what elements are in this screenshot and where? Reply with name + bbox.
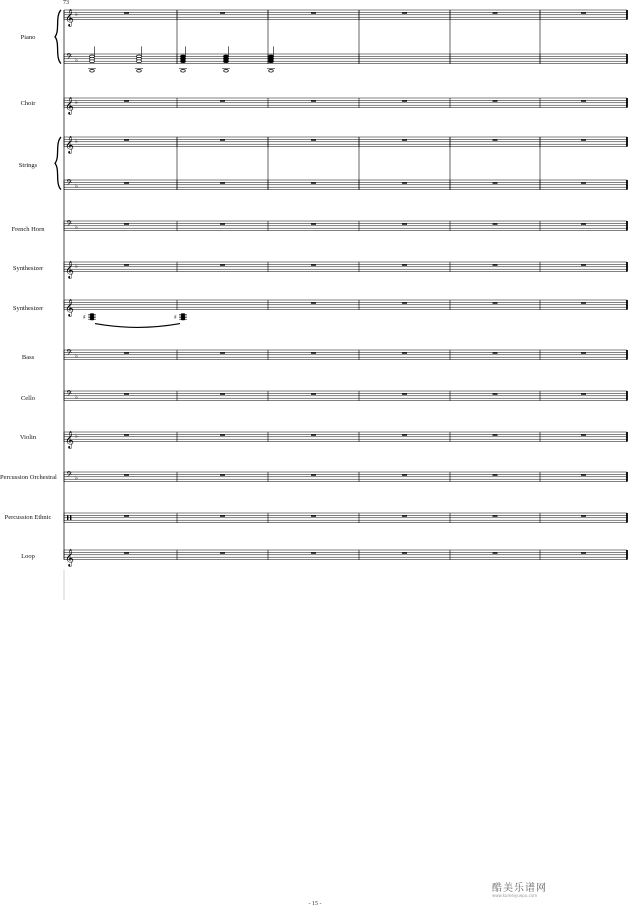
whole-rest (220, 515, 225, 516)
whole-rest (493, 100, 498, 101)
whole-rest (311, 223, 316, 224)
percussion-clef (67, 515, 68, 520)
bass-note (224, 70, 229, 73)
whole-rest (124, 139, 129, 140)
whole-rest (220, 474, 225, 475)
whole-rest (220, 393, 225, 394)
flat-sign: ♭ (75, 98, 78, 106)
instrument-label: Choir (20, 100, 36, 107)
whole-rest (124, 515, 129, 516)
whole-rest (402, 182, 407, 183)
whole-rest (493, 182, 498, 183)
whole-rest (402, 552, 407, 553)
treble-clef: 𝄞 (65, 548, 74, 567)
whole-rest (581, 182, 586, 183)
whole-rest (581, 434, 586, 435)
whole-rest (493, 139, 498, 140)
whole-rest (581, 12, 586, 13)
whole-rest (402, 302, 407, 303)
whole-rest (581, 352, 586, 353)
whole-rest (493, 264, 498, 265)
bass-clef: 𝄢 (66, 179, 73, 191)
treble-clef: 𝄞 (65, 298, 74, 317)
bass-clef: 𝄢 (66, 390, 73, 402)
chord-note (181, 60, 186, 63)
watermark-url: www.kumeiyuepu.com (492, 893, 538, 898)
instrument-label: Loop (21, 553, 35, 560)
whole-rest (220, 139, 225, 140)
whole-rest (402, 352, 407, 353)
whole-rest (311, 12, 316, 13)
percussion-clef (70, 515, 71, 520)
whole-rest (124, 552, 129, 553)
whole-rest (402, 139, 407, 140)
whole-rest (402, 393, 407, 394)
bass-note (269, 70, 274, 73)
whole-rest (311, 264, 316, 265)
whole-rest (493, 474, 498, 475)
instrument-label: Cello (20, 395, 36, 402)
whole-rest (311, 100, 316, 101)
whole-rest (493, 393, 498, 394)
bass-clef: 𝄢 (66, 471, 73, 483)
instrument-label: Strings (18, 162, 38, 169)
instrument-label: Percussion Orchestral (0, 474, 57, 481)
flat-sign: ♭ (75, 137, 78, 145)
bass-note (90, 70, 95, 73)
whole-rest (402, 223, 407, 224)
whole-rest (311, 434, 316, 435)
chord-note (90, 60, 95, 63)
whole-rest (581, 302, 586, 303)
whole-rest (124, 100, 129, 101)
whole-rest (581, 139, 586, 140)
bass-clef: 𝄢 (66, 220, 73, 232)
whole-rest (220, 264, 225, 265)
page-number: - 15 - (308, 901, 322, 907)
whole-rest (220, 100, 225, 101)
whole-rest (581, 515, 586, 516)
treble-clef: 𝄞 (65, 8, 74, 27)
whole-rest (493, 223, 498, 224)
flat-sign: ♭ (75, 57, 78, 65)
whole-rest (124, 474, 129, 475)
chord-note (269, 60, 274, 63)
treble-clef: 𝄞 (65, 430, 74, 449)
whole-rest (402, 474, 407, 475)
whole-rest (124, 393, 129, 394)
whole-rest (581, 264, 586, 265)
bass-note (181, 70, 186, 73)
treble-clef: 𝄞 (65, 96, 74, 115)
whole-rest (402, 264, 407, 265)
whole-rest (402, 515, 407, 516)
instrument-label: Piano (20, 34, 36, 41)
whole-rest (581, 100, 586, 101)
tie (95, 324, 180, 328)
whole-rest (581, 223, 586, 224)
whole-rest (402, 12, 407, 13)
instrument-label: Percussion Ethnic (4, 514, 52, 521)
treble-clef: 𝄞 (65, 135, 74, 154)
whole-rest (311, 139, 316, 140)
instrument-label: Synthesizer (12, 265, 44, 272)
bass-clef: 𝄢 (66, 349, 73, 361)
instrument-label: Synthesizer (12, 305, 44, 312)
whole-rest (402, 100, 407, 101)
flat-sign: ♭ (75, 224, 78, 232)
whole-rest (220, 182, 225, 183)
whole-rest (220, 12, 225, 13)
whole-rest (581, 393, 586, 394)
sharp-sign: ♯ (174, 313, 177, 321)
chord-note (90, 318, 95, 320)
whole-rest (581, 552, 586, 553)
whole-rest (220, 552, 225, 553)
flat-sign: ♭ (75, 353, 78, 361)
chord-note (181, 318, 186, 320)
whole-rest (124, 12, 129, 13)
sharp-sign: ♯ (83, 313, 86, 321)
whole-rest (581, 474, 586, 475)
instrument-label: Violin (19, 434, 37, 441)
flat-sign: ♭ (75, 10, 78, 18)
bass-clef: 𝄢 (66, 53, 73, 65)
chord-note (137, 60, 142, 63)
flat-sign: ♭ (75, 394, 78, 402)
whole-rest (124, 434, 129, 435)
chord-note (224, 60, 229, 63)
flat-sign: ♭ (75, 262, 78, 270)
whole-rest (402, 434, 407, 435)
treble-clef: 𝄞 (65, 260, 74, 279)
whole-rest (220, 223, 225, 224)
whole-rest (311, 182, 316, 183)
whole-rest (311, 474, 316, 475)
whole-rest (493, 434, 498, 435)
instrument-label: Bass (21, 354, 35, 361)
instrument-label: French Horn (11, 226, 45, 233)
whole-rest (220, 352, 225, 353)
whole-rest (493, 352, 498, 353)
whole-rest (124, 264, 129, 265)
whole-rest (124, 223, 129, 224)
whole-rest (124, 182, 129, 183)
whole-rest (311, 302, 316, 303)
whole-rest (311, 393, 316, 394)
whole-rest (493, 302, 498, 303)
whole-rest (311, 352, 316, 353)
bass-note (137, 70, 142, 73)
whole-rest (220, 434, 225, 435)
flat-sign: ♭ (75, 432, 78, 440)
whole-rest (311, 515, 316, 516)
measure-number: 73 (63, 0, 69, 6)
whole-rest (311, 552, 316, 553)
flat-sign: ♭ (75, 183, 78, 191)
whole-rest (493, 515, 498, 516)
flat-sign: ♭ (75, 475, 78, 483)
watermark-title: 酷美乐谱网 (492, 883, 547, 894)
whole-rest (124, 352, 129, 353)
whole-rest (493, 12, 498, 13)
whole-rest (493, 552, 498, 553)
